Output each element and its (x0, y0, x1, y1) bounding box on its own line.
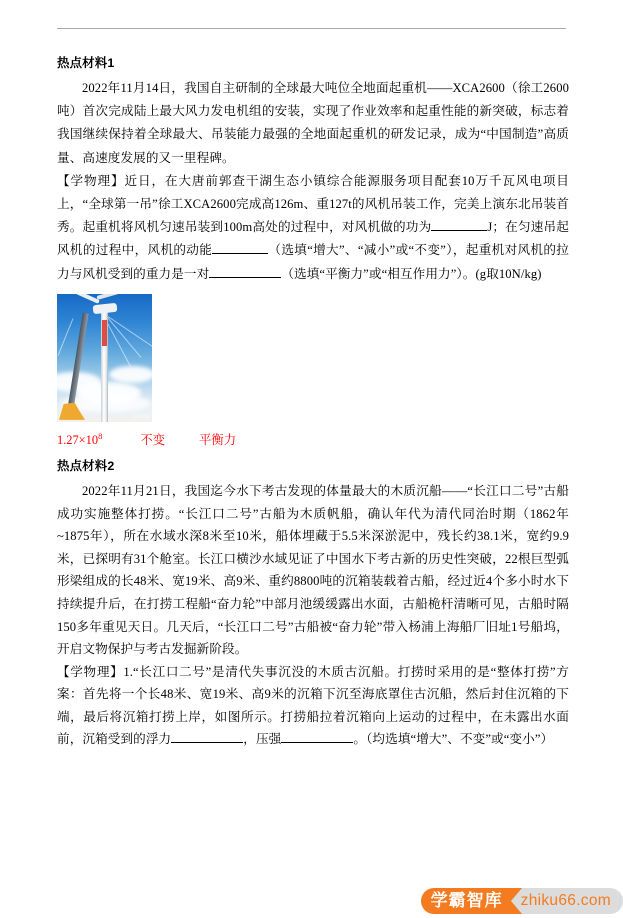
answer-value-1-exponent: 8 (98, 431, 103, 441)
answer-blank-2[interactable] (212, 253, 268, 254)
crane-photo-image (57, 294, 152, 422)
material-2-paragraph: 2022年11月21日，我国迄今水下考古发现的体量最大的木质沉船——“长江口二号”古船成功实施整体打捞。“长江口二号”古船为木质帆船，确认年代为清代同治时期（1862年~1875年），所在水域水深8米至10米，船体埋藏于5.5米深淤泥中，残长约38.1米，宽约9.9米，已探明有31个舱室。长江口横沙水域见证了中国水下考古新的历史性突破，22根巨型弧形梁组成的长48米、宽19米、高9米、重约8800吨的沉箱装载着古船，经过近4个多小时水下持续提升后，在打捞工程船“奋力轮”中部月池缓缓露出水面，古船桅杆清晰可见，古船时隔150多年重见天日。几天后，“长江口二号”古船被“奋力轮”带入杨浦上海船厂旧址1号船坞，开启文物保护与考古发掘新阶段。 (57, 483, 569, 657)
material-2-question-text-3: 。（均选填“增大”、不变”或“变小”） (353, 732, 554, 747)
tower-banner (102, 320, 107, 346)
material-1-question-text-2: J；在匀速吊起风机的过程中，风机的动能 (57, 220, 569, 258)
turbine-blade (71, 294, 100, 304)
material-2-question-prefix: 【学物理】 (57, 664, 124, 679)
material-1-paragraph: 2022年11月14日，我国自主研制的全球最大吨位全地面起重机——XCA2600（徐工2600吨）首次完成陆上最大风力发电机组的安装，实现了作业效率和起重性能的新突破，标志着我国继续保持着全球最大、吊装能力最强的全地面起重机的研发记录，成为“中国制造”高质量、高速度发展的又一里程碑。 (57, 81, 569, 165)
material-1-question-text-1: 近日，在大唐前郭查干湖生态小镇综合能源服务项目配套10万千瓦风电项目上，“全球第一吊”徐工XCA2600完成高126m、重127t的风机吊装工作，完美上演东北吊装首秀。起重机将风机匀速吊装到100m高处的过程中，对风机做的功为 (57, 173, 570, 235)
material-1-heading: 热点材料1 (57, 56, 115, 70)
watermark-url-label: zhiku66.com (499, 888, 623, 914)
watermark-brand-label: 学霸智库 (421, 888, 511, 914)
photo-credit-label: 图片来源 (134, 413, 150, 419)
material-2-question-text-1: 1.“长江口二号”是清代失事沉没的木质古沉船。打捞时采用的是“整体打捞”方案：首先将一个长48米、宽19米、高9米的沉箱下沉至海底罩住古沉船，然后封住沉箱的下端，最后将沉箱打捞上岸，如图所示。打捞船拉着沉箱向上运动的过程中，在未露出水面前，沉箱受到的浮力 (57, 664, 569, 747)
answer-blank-4[interactable] (171, 742, 243, 743)
cloud-shape (109, 366, 152, 383)
page-top-divider (57, 28, 566, 29)
material-2-question-text-2: ，压强 (243, 732, 282, 747)
material-1-question-prefix: 【学物理】 (57, 173, 125, 188)
answer-blank-1[interactable] (431, 230, 487, 231)
crane-photo (57, 294, 152, 422)
answer-value-1 (57, 428, 102, 449)
answer-blank-5[interactable] (281, 742, 353, 743)
answer-value-3: 平衡力 (199, 432, 237, 447)
material-1-question (57, 170, 569, 286)
material-1-answers (57, 428, 569, 449)
document-content (57, 55, 569, 751)
material-2-question (57, 661, 569, 751)
site-watermark (421, 884, 623, 918)
material-1-question-text-3: （选填“增大”、“减小”或“不变”），起重机对风机的拉力与风机受到的重力是一对 (57, 243, 569, 281)
answer-value-2: 不变 (140, 432, 166, 447)
guy-wire (58, 318, 74, 355)
turbine-nacelle (93, 303, 118, 314)
turbine-blade (96, 294, 122, 300)
material-2-heading: 热点材料2 (57, 458, 115, 473)
answer-value-1-base: 1.27×10 (57, 432, 99, 447)
answer-blank-3[interactable] (209, 277, 281, 278)
material-1-question-text-4: （选填“平衡力”或“相互作用力”）。(g取10N/kg) (281, 266, 542, 281)
